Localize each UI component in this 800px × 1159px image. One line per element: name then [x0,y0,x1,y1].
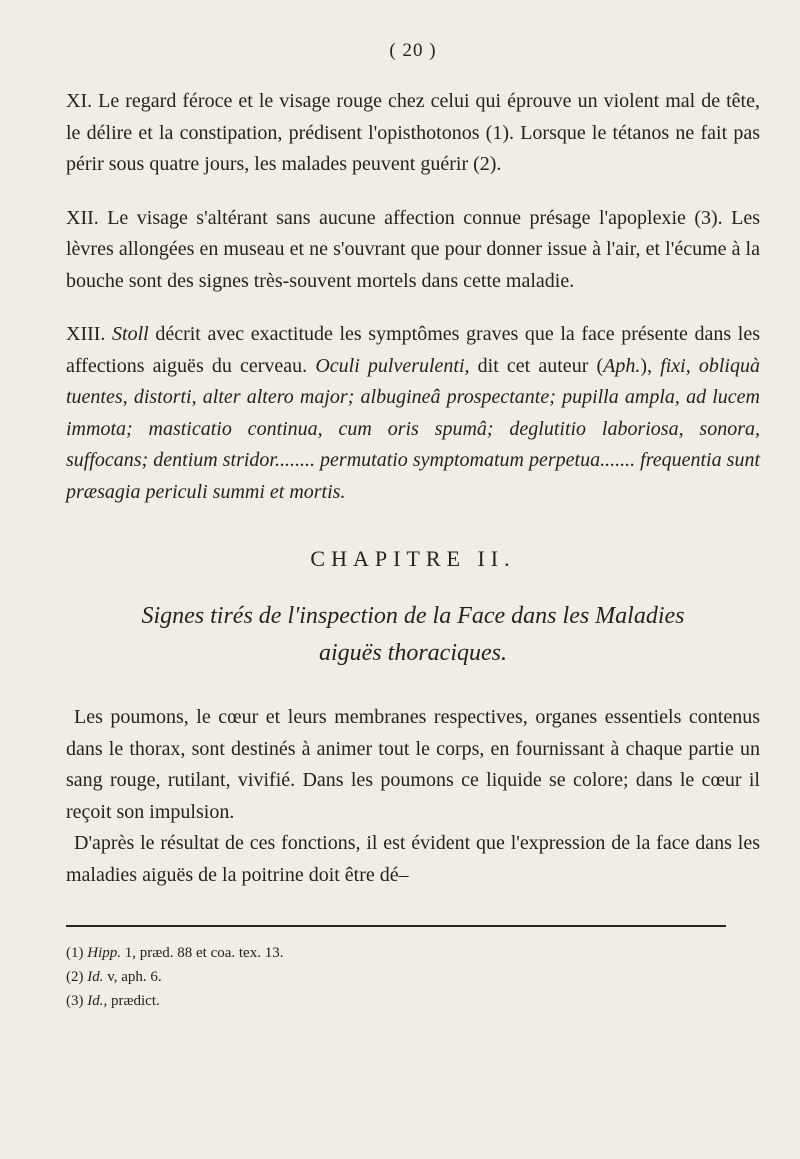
chapter-heading: CHAPITRE II. [310,546,516,571]
footnote-number: (3) [66,993,88,1009]
footnote-divider [66,925,726,927]
paragraph-xii: XII. Le visage s'altérant sans aucune affection connue présage l'apoplexie (3). Les lèvres allongées en museau et ne s'ouvrant que pour donner issue à l'air, et l'écume à la bouche sont des signes très-souvent mortels dans cette maladie. [66,206,760,292]
latin-quote-2: fixi, obliquà tuentes, distorti, alter altero major; albugineâ prospectante; pupilla ampla, ad lucem immota; masticatio continua, cum oris spumâ; deglutitio laboriosa, sonora, suffocans; dentium stridor........ permutatio symptomatum perpetua....... frequentia sunt præsagia periculi summi et mortis. [66,354,760,503]
aphorism-reference: Aph. [603,354,641,377]
footnote-reference: Id. [87,969,104,985]
footnote-text: 1, præd. 88 et coa. tex. 13. [121,945,284,961]
author-name: Stoll [112,323,149,345]
body-paragraph-1: Les poumons, le cœur et leurs membranes respectives, organes essentiels contenus dans le thorax, sont destinés à animer tout le corps, en fournissant à chaque partie un sang rouge, rutilant, vivifié. Dans les poumons ce liquide se colore; dans le cœur il reçoit son impulsion. [66,706,760,823]
paragraph-xiii-text3: ), [640,354,661,377]
section-title [66,598,760,672]
latin-quote-1: Oculi pulverulenti, [315,354,470,377]
paragraph-xiii-text1: décrit avec exactitude les symptômes graves que la face présente dans les affections aiguës du cerveau. [66,323,760,377]
footnote-2 [66,965,760,989]
page-number: ( 20 ) [389,40,437,61]
body-paragraph-2: D'après le résultat de ces fonctions, il est évident que l'expression de la face dans les maladies aiguës de la poitrine doit être dé– [66,832,760,886]
footnote-number: (1) [66,945,88,961]
section-title-line1: Signes tirés de l'inspection de la Face dans les Maladies [141,603,685,629]
footnote-reference: Hipp. [87,945,121,961]
paragraph-xiii-intro: XIII. [66,323,113,345]
footnote-text: , prædict. [103,993,160,1009]
footnote-reference: Id. [87,993,104,1009]
paragraph-xiii-text2: dit cet auteur ( [469,354,604,377]
paragraph-xi: XI. Le regard féroce et le visage rouge chez celui qui éprouve un violent mal de tête, le délire et la constipation, prédisent l'opisthotonos (1). Lorsque le tétanos ne fait pas périr sous quatre jours, les malades peuvent guérir (2). [66,90,760,175]
footnote-3 [66,989,760,1013]
footnote-number: (2) [66,969,88,985]
footnote-1 [66,941,760,965]
paragraph-xiii [66,319,760,508]
section-title-line2: aiguës thoraciques. [319,640,507,666]
footnote-text: v, aph. 6. [103,969,162,985]
